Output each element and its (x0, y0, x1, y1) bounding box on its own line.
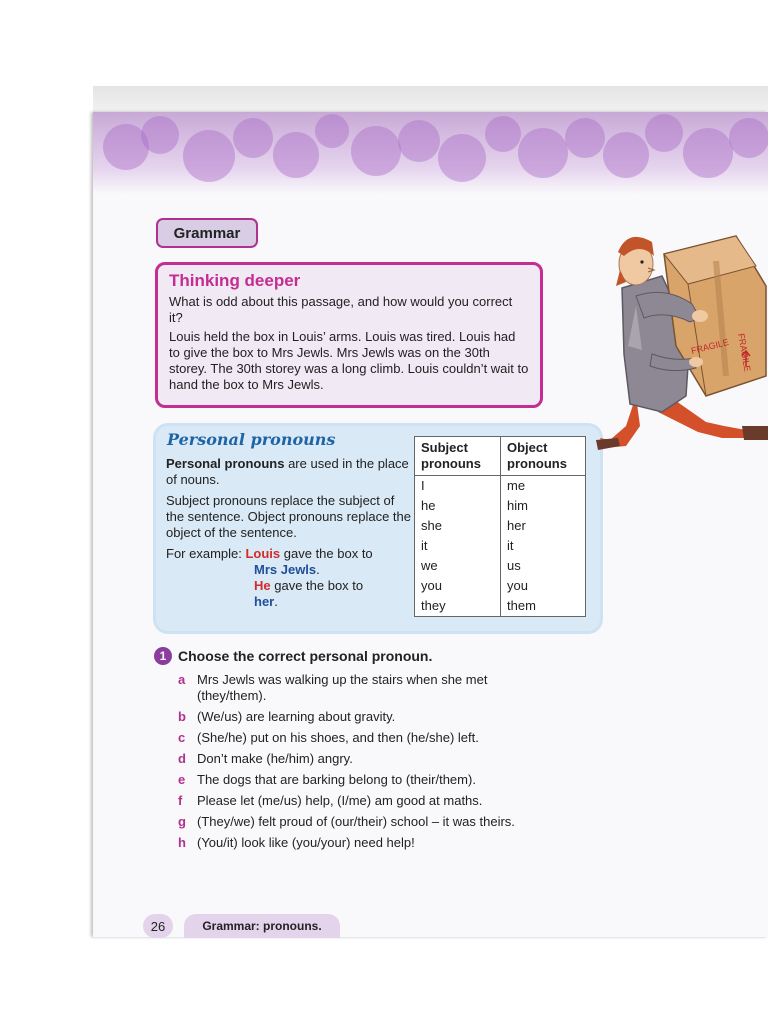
example1-subject: Louis (245, 546, 281, 561)
section-tab: Grammar (156, 218, 258, 248)
pronoun-table (414, 436, 586, 617)
table-row (415, 496, 586, 516)
page-number: 26 (143, 914, 173, 938)
personal-pronouns-title: Personal pronouns (167, 430, 336, 449)
list-item (178, 672, 558, 704)
item-text: Please let (me/us) help, (I/me) am good at maths. (197, 793, 483, 808)
thinking-deeper-question: What is odd about this passage, and how would you correct it? (169, 294, 513, 325)
list-item (178, 793, 558, 809)
item-letter: a (178, 672, 186, 687)
example1-object: Mrs Jewls (254, 562, 317, 577)
exercise-number: 1 (154, 647, 172, 665)
example2-end: . (274, 594, 278, 609)
item-text: (You/it) look like (you/your) need help! (197, 835, 415, 850)
list-item (178, 709, 558, 725)
definition (166, 456, 411, 488)
item-letter: g (178, 814, 186, 829)
subject-cell: it (415, 536, 501, 556)
eye-icon (640, 260, 643, 263)
list-item (178, 835, 558, 851)
subject-cell: you (415, 576, 501, 596)
item-text: Mrs Jewls was walking up the stairs when she met (they/them). (197, 672, 488, 703)
table-row (415, 596, 586, 617)
fragile-label-2: FRAGILE (736, 332, 753, 373)
object-cell: us (501, 556, 586, 576)
example-line-2 (166, 562, 411, 578)
item-text: The dogs that are barking belong to (their/them). (197, 772, 476, 787)
thinking-deeper-passage: Louis held the box in Louis’ arms. Louis was tired. Louis had to give the box to Mrs Jewls. Mrs Jewls was on the 30th storey. The 30th storey was a long climb. Louis couldn’t wait to hand the box to Mrs Jewls. (169, 329, 529, 392)
thinking-deeper-box (155, 262, 543, 408)
object-cell: her (501, 516, 586, 536)
man-carrying-box-illustration (596, 226, 768, 458)
list-item (178, 751, 558, 767)
hand-icon (692, 310, 708, 322)
subject-cell: she (415, 516, 501, 536)
example1-mid: gave the box to (280, 546, 373, 561)
example2-object: her (254, 594, 275, 609)
example-line-3 (166, 578, 411, 594)
object-pronouns-header: Object pronouns (501, 437, 586, 476)
exercise-list (178, 672, 558, 856)
subject-cell: we (415, 556, 501, 576)
exercise-heading (154, 647, 432, 665)
decorative-banner (93, 112, 768, 194)
definition-rest: are used in the place of nouns. (166, 456, 409, 487)
right-shoe-icon (742, 426, 768, 440)
item-letter: c (178, 730, 186, 745)
object-cell: it (501, 536, 586, 556)
fragile-label-1: FRAGILE (690, 336, 730, 356)
subject-cell: he (415, 496, 501, 516)
subject-cell: I (415, 476, 501, 497)
example1-end: . (316, 562, 320, 577)
left-shoe-icon (596, 438, 620, 450)
personal-pronouns-box (156, 426, 600, 631)
example-line-4 (166, 594, 411, 610)
subject-pronouns-header: Subject pronouns (415, 437, 501, 476)
object-cell: him (501, 496, 586, 516)
personal-pronouns-text (166, 456, 411, 610)
example2-mid: gave the box to (270, 578, 364, 593)
exercise-instruction: Choose the correct personal pronoun. (178, 648, 433, 664)
explanation: Subject pronouns replace the subject of the sentence. Object pronouns replace the object of the sentence. (166, 493, 411, 540)
example2-subject: He (254, 578, 271, 593)
item-text: (We/us) are learning about gravity. (197, 709, 396, 724)
thinking-deeper-title: Thinking deeper (169, 271, 301, 290)
definition-term: Personal pronouns (166, 456, 285, 471)
item-letter: e (178, 772, 186, 787)
subject-cell: they (415, 596, 501, 617)
item-text: (They/we) felt proud of (our/their) school – it was theirs. (197, 814, 515, 829)
example-line-1 (166, 546, 411, 562)
item-letter: f (178, 793, 183, 808)
table-row (415, 576, 586, 596)
object-cell: them (501, 596, 586, 617)
object-cell: you (501, 576, 586, 596)
table-row (415, 536, 586, 556)
list-item (178, 730, 558, 746)
item-letter: h (178, 835, 186, 850)
item-letter: d (178, 751, 186, 766)
footer-label: Grammar: pronouns. (184, 914, 340, 938)
item-text: (She/he) put on his shoes, and then (he/she) left. (197, 730, 479, 745)
table-row (415, 516, 586, 536)
table-row (415, 476, 586, 497)
object-cell: me (501, 476, 586, 497)
item-letter: b (178, 709, 186, 724)
item-text: Don’t make (he/him) angry. (197, 751, 353, 766)
lower-hand-icon (689, 357, 703, 367)
list-item (178, 772, 558, 788)
table-row (415, 556, 586, 576)
example-prefix: For example: (166, 546, 246, 561)
list-item (178, 814, 558, 830)
